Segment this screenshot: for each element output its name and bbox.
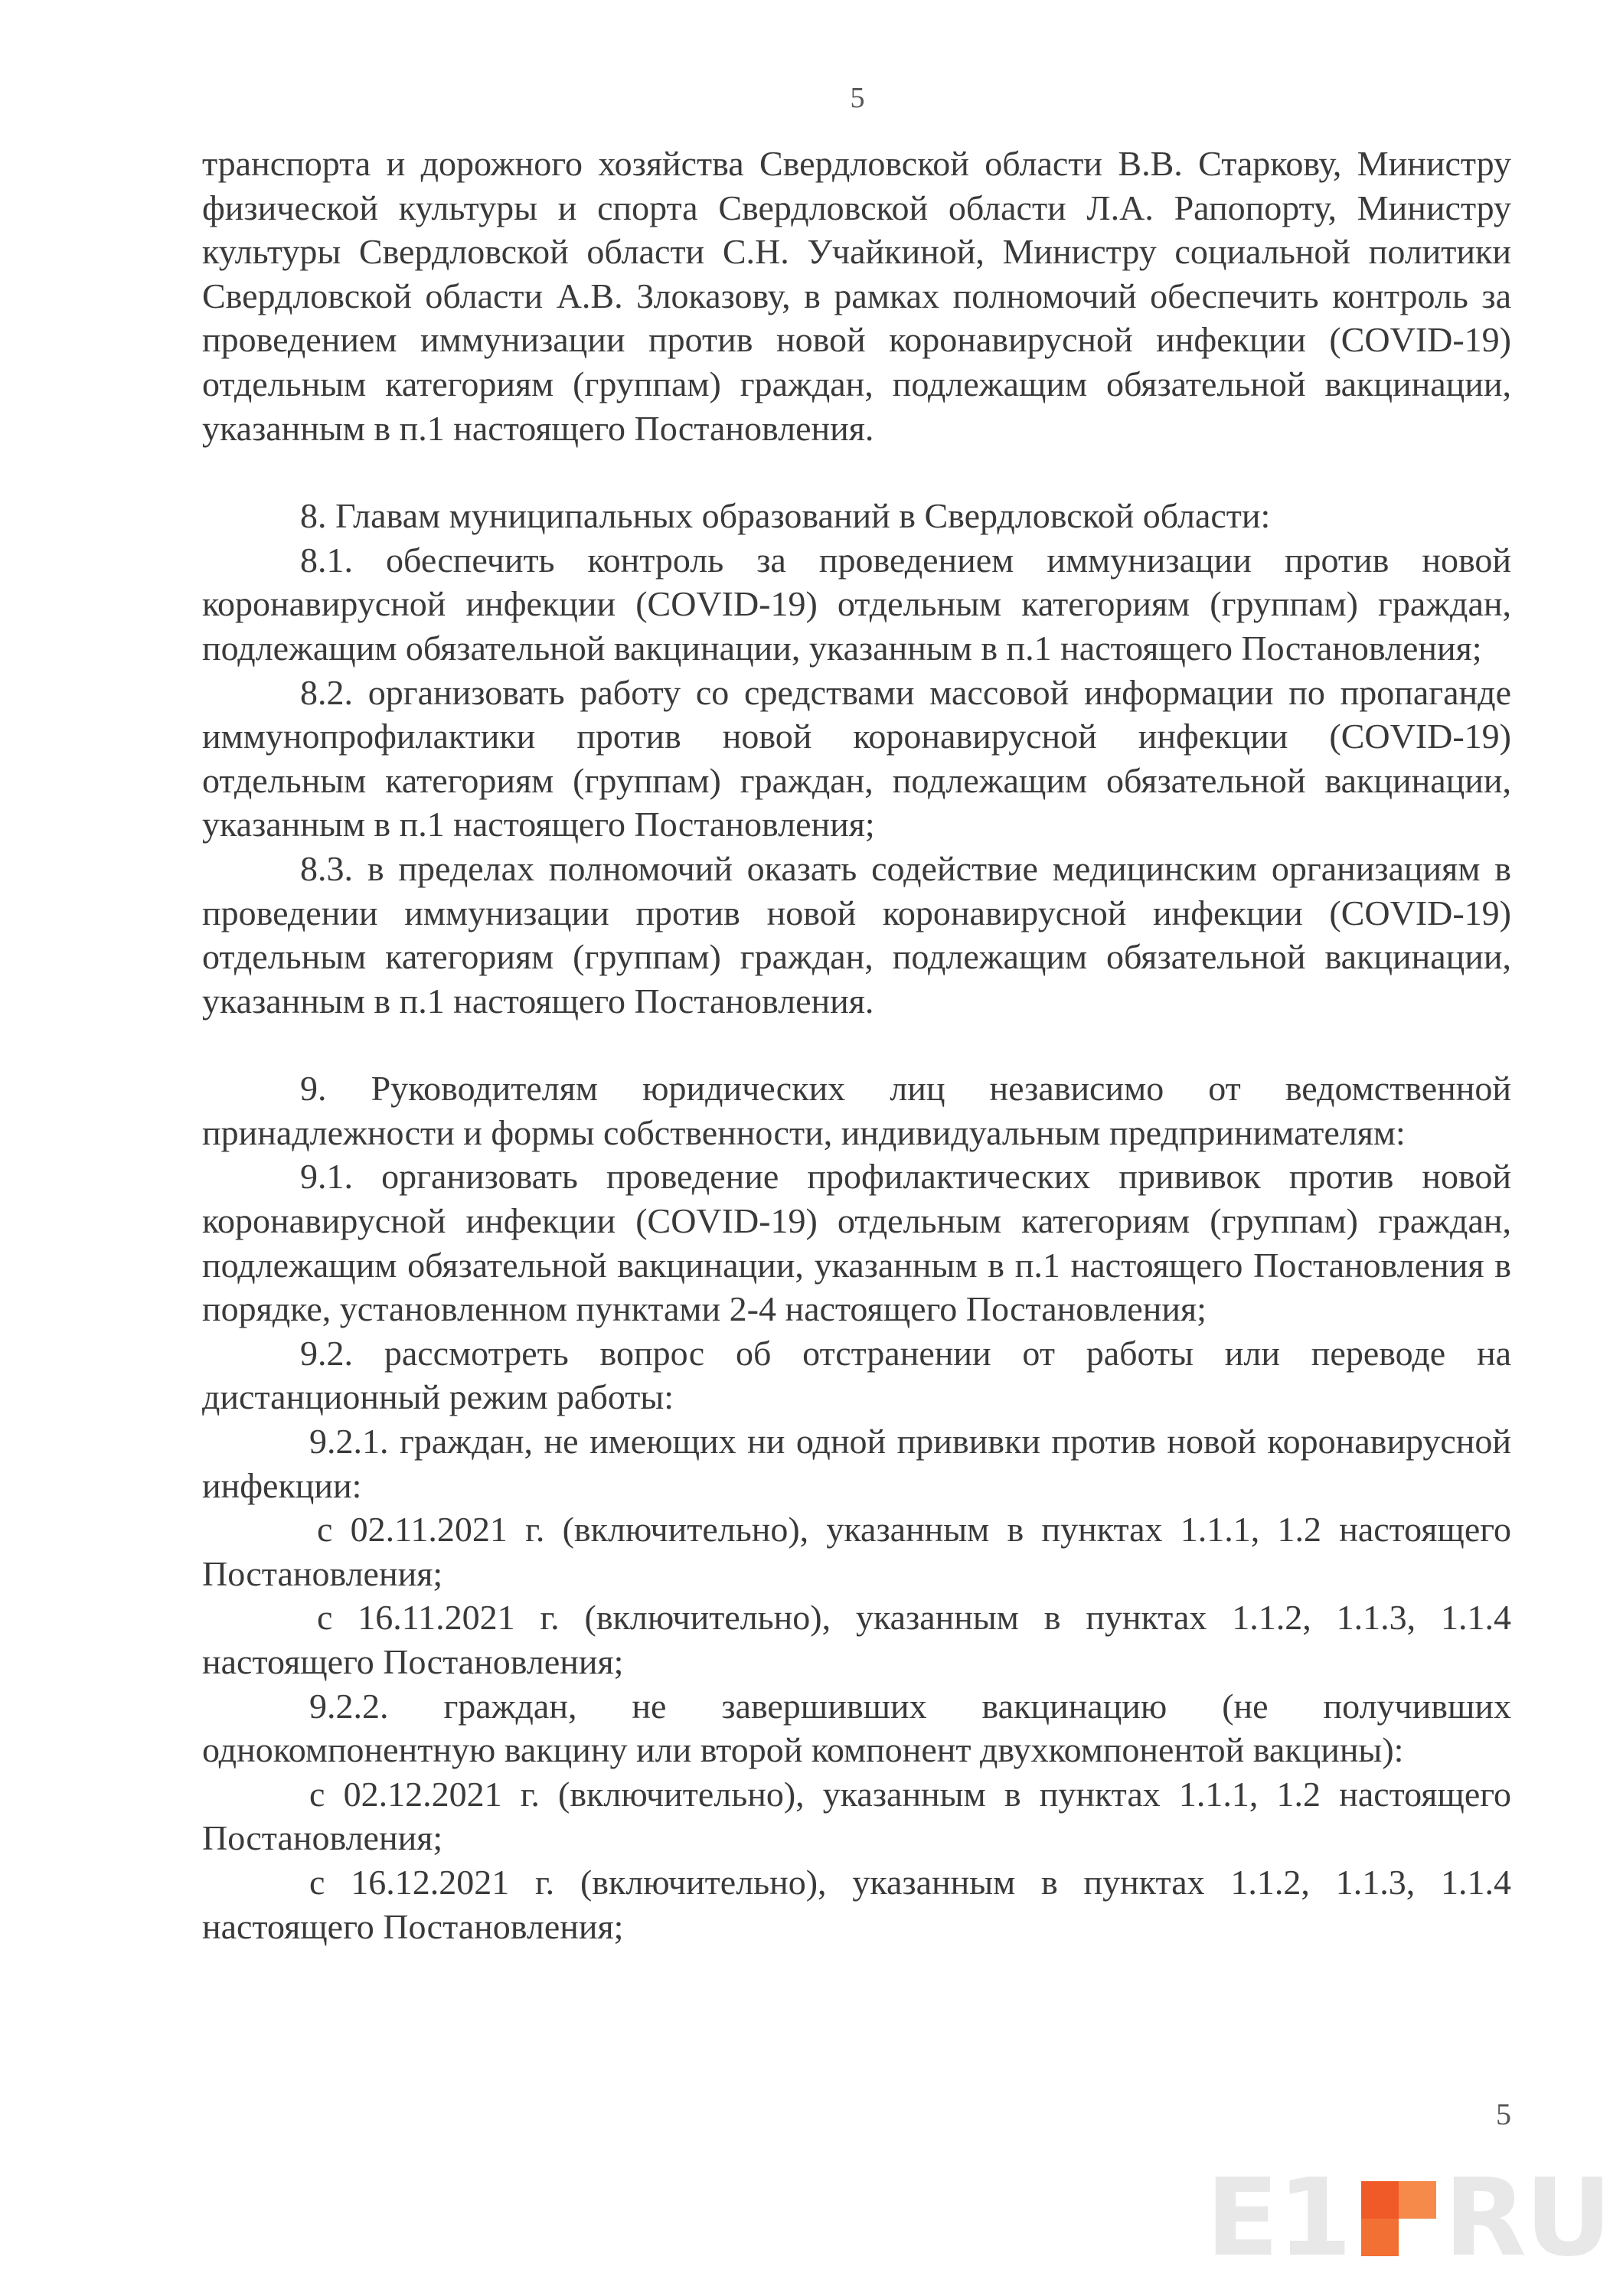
paragraph-item-9-1: 9.1. организовать проведение профилактических прививок против новой коронавирусной инфекции (COVID-19) отдельным категориям (группам) граждан, подлежащим обязательной вакцинации, указанным в п.1 настоящего Постановления в порядке, установленном пунктами 2-4 настоящего Постановления; [202,1157,1511,1329]
document-body [202,142,1511,1948]
watermark-text-right: RU [1444,2156,1611,2281]
paragraph-date-1: с 02.11.2021 г. (включительно), указанным в пунктах 1.1.1, 1.2 настоящего Постановления; [202,1510,1511,1593]
paragraph-date-3: с 02.12.2021 г. (включительно), указанным в пунктах 1.1.1, 1.2 настоящего Постановления; [202,1774,1511,1858]
paragraph-continuation: транспорта и дорожного хозяйства Свердловской области В.В. Старкову, Министру физической культуры и спорта Свердловской области Л.А. Рапопорту, Министру культуры Свердловской области С.Н. Учайкиной, Министру социальной политики Свердловской области А.В. Злоказову, в рамках полномочий обеспечить контроль за проведением иммунизации против новой коронавирусной инфекции (COVID-19) отдельным категориям (группам) граждан, подлежащим обязательной вакцинации, указанным в п.1 настоящего Постановления. [202,144,1511,448]
paragraph-item-8-2: 8.2. организовать работу со средствами массовой информации по пропаганде иммунопрофилактики против новой коронавирусной инфекции (COVID-19) отдельным категориям (группам) граждан, подлежащим обязательной вакцинации, указанным в п.1 настоящего Постановления; [202,672,1511,844]
page-number-bottom: 5 [1496,2097,1511,2131]
paragraph-item-8-3: 8.3. в пределах полномочий оказать содействие медицинским организациям в проведении иммунизации против новой коронавирусной инфекции (COVID-19) отдельным категориям (группам) граждан, подлежащим обязательной вакцинации, указанным в п.1 настоящего Постановления. [202,848,1511,1021]
paragraph-item-9: 9. Руководителям юридических лиц независимо от ведомственной принадлежности и формы собственности, индивидуальным предпринимателям: [202,1069,1511,1152]
watermark-square-icon [1361,2181,1436,2256]
paragraph-gap [202,1023,1511,1066]
paragraph-item-8-1: 8.1. обеспечить контроль за проведением иммунизации против новой коронавирусной инфекции (COVID-19) отдельным категориям (группам) граждан, подлежащим обязательной вакцинации, указанным в п.1 настоящего Постановления; [202,540,1511,668]
page-number-top: 5 [850,82,865,114]
paragraph-item-9-2: 9.2. рассмотреть вопрос об отстранении от работы или переводе на дистанционный режим работы: [202,1333,1511,1417]
paragraph-item-9-2-1: 9.2.1. граждан, не имеющих ни одной прививки против новой коронавирусной инфекции: [202,1422,1511,1505]
e1-watermark-logo [1206,2156,1611,2281]
paragraph-item-8: 8. Главам муниципальных образований в Свердловской области: [300,496,1271,536]
watermark-text-left: E1 [1206,2156,1351,2281]
paragraph-item-9-2-2: 9.2.2. граждан, не завершивших вакцинацию (не получивших однокомпонентную вакцину или второй компонент двухкомпонентой вакцины): [202,1686,1511,1770]
paragraph-date-4: с 16.12.2021 г. (включительно), указанным в пунктах 1.1.2, 1.1.3, 1.1.4 настоящего Постановления; [202,1862,1511,1946]
paragraph-gap [202,450,1511,494]
paragraph-date-2: с 16.11.2021 г. (включительно), указанным в пунктах 1.1.2, 1.1.3, 1.1.4 настоящего Постановления; [202,1598,1511,1681]
